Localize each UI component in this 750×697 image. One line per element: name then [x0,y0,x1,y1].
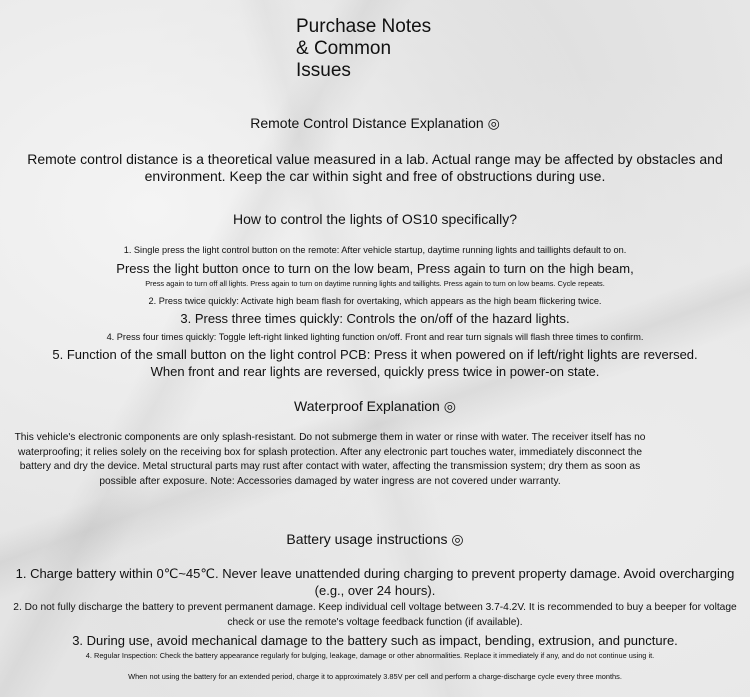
battery-line-1: 1. Charge battery within 0℃~45℃. Never leave unattended during charging to prevent property damage. Avoid overcharging (e.g., over 24 hours). [15,566,735,598]
battery-line-3: 3. During use, avoid mechanical damage to the battery such as impact, bending, extrusion, and puncture. [72,633,678,648]
remote-distance-body: Remote control distance is a theoretical value measured in a lab. Actual range may be affected by obstacles and environment. Keep the car within sight and free of obstructions during use. [27,151,723,184]
waterproof-body: This vehicle's electronic components are only splash-resistant. Do not submerge them in water or rinse with water. The receiver itself has no waterproofing; it relies solely on the receiving box for splash protection. After any electronic part touches water, immediately disconnect the battery and dry the device. Metal structural parts may rust after contact with water, affecting the transmission system; dry them as soon as possible after exposure. Note: Accessories damaged by water ingress are not covered under warranty. [14,432,646,487]
battery-line-2: 2. Do not fully discharge the battery to prevent permanent damage. Keep individual cell voltage between 3.7-4.2V. It is recommended to buy a beeper for voltage check or use the remote's voltage feedback function (if available). [13,602,737,628]
lights-line-5: 3. Press three times quickly: Controls the on/off of the hazard lights. [180,311,570,326]
page-title: Purchase Notes & Common Issues [296,16,432,81]
lights-line-2: Press the light button once to turn on the low beam, Press again to turn on the high beam, [116,261,634,276]
lights-line-7: 5. Function of the small button on the light control PCB: Press it when powered on if left/right lights are reversed. [52,347,698,362]
lights-line-6: 4. Press four times quickly: Toggle left-right linked lighting function on/off. Front and rear turn signals will flash three times to confirm. [106,332,644,342]
battery-line-4: 4. Regular Inspection: Check the battery appearance regularly for bulging, leakage, damage or other abnormalities. Replace it immediately if any, and do not continue using it. [85,651,655,660]
lights-heading: How to control the lights of OS10 specifically? [232,211,518,227]
remote-distance-heading: Remote Control Distance Explanation ◎ [250,115,500,131]
lights-line-1: 1. Single press the light control button on the remote: After vehicle startup, daytime running lights and taillights default to on. [123,245,627,255]
waterproof-heading: Waterproof Explanation ◎ [294,398,456,414]
battery-heading: Battery usage instructions ◎ [286,531,464,547]
lights-line-3: Press again to turn off all lights. Press again to turn on daytime running lights and taillights. Press again to turn on low beams. Cycle repeats. [145,279,605,288]
lights-line-4: 2. Press twice quickly: Activate high beam flash for overtaking, which appears as the high beam flickering twice. [148,296,602,306]
lights-line-8: When front and rear lights are reversed, quickly press twice in power-on state. [150,364,600,379]
battery-line-5: When not using the battery for an extended period, charge it to approximately 3.85V per cell and perform a charge-discharge cycle every three months. [128,672,622,681]
